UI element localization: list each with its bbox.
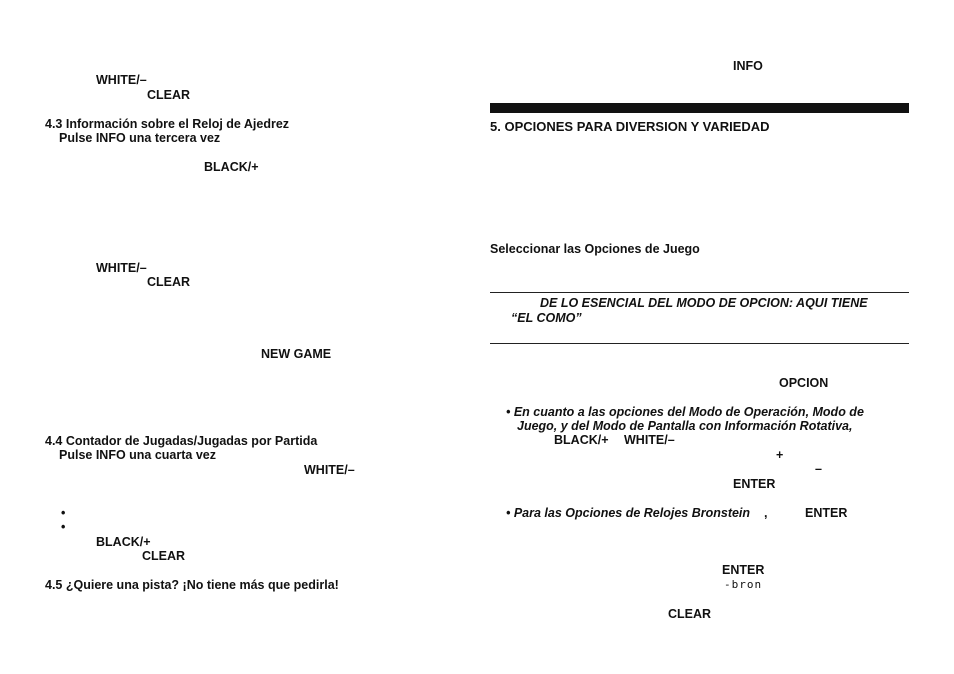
opcion-key-label: OPCION — [779, 376, 829, 390]
bullet-modes-line2: Juego, y del Modo de Pantalla con Información Rotativa, — [517, 419, 853, 433]
clear-key-label: CLEAR — [668, 607, 712, 621]
lcd-display-text: -bron — [724, 578, 763, 591]
section-4-3-heading: 4.3 Información sobre el Reloj de Ajedrez — [45, 117, 290, 131]
bullet-bronstein-text: • Para las Opciones de Relojes Bronstein — [506, 506, 751, 520]
select-options-subheading: Seleccionar las Opciones de Juego — [490, 242, 700, 256]
section-4-4-step: Pulse INFO una cuarta vez — [59, 448, 216, 462]
box-bottom-rule — [490, 343, 909, 344]
bullet-marker: • — [61, 506, 66, 520]
minus-key-label: – — [815, 462, 822, 476]
enter-key-label: ENTER — [805, 506, 848, 520]
info-key-label: INFO — [733, 59, 763, 73]
black-plus-key-label: BLACK/+ — [554, 433, 609, 447]
section-5-heading: 5. OPCIONES PARA DIVERSION Y VARIEDAD — [490, 119, 770, 134]
bullet-marker: • — [61, 520, 66, 534]
white-minus-key-label: WHITE/– — [624, 433, 675, 447]
section-4-5-heading: 4.5 ¿Quiere una pista? ¡No tiene más que pedirla! — [45, 578, 339, 592]
white-minus-key-label: WHITE/– — [304, 463, 355, 477]
black-plus-key-label: BLACK/+ — [96, 535, 151, 549]
enter-key-label: ENTER — [733, 477, 776, 491]
plus-key-label: + — [776, 448, 784, 462]
comma-text: , — [764, 506, 768, 520]
clear-key-label: CLEAR — [147, 275, 191, 289]
essentials-heading-line2: “EL COMO” — [511, 311, 582, 325]
white-minus-key-label: WHITE/– — [96, 261, 147, 275]
essentials-heading-line1: DE LO ESENCIAL DEL MODO DE OPCION: AQUI TIENE — [540, 296, 868, 310]
section-4-3-step: Pulse INFO una tercera vez — [59, 131, 221, 145]
bullet-modes-line1: • En cuanto a las opciones del Modo de Operación, Modo de — [506, 405, 864, 419]
clear-key-label: CLEAR — [142, 549, 186, 563]
section-4-4-heading: 4.4 Contador de Jugadas/Jugadas por Partida — [45, 434, 318, 448]
black-plus-key-label: BLACK/+ — [204, 160, 259, 174]
section-divider-bar — [490, 103, 909, 113]
clear-key-label: CLEAR — [147, 88, 191, 102]
box-top-rule — [490, 292, 909, 293]
new-game-key-label: NEW GAME — [261, 347, 332, 361]
enter-key-label: ENTER — [722, 563, 765, 577]
white-minus-key-label: WHITE/– — [96, 73, 147, 87]
